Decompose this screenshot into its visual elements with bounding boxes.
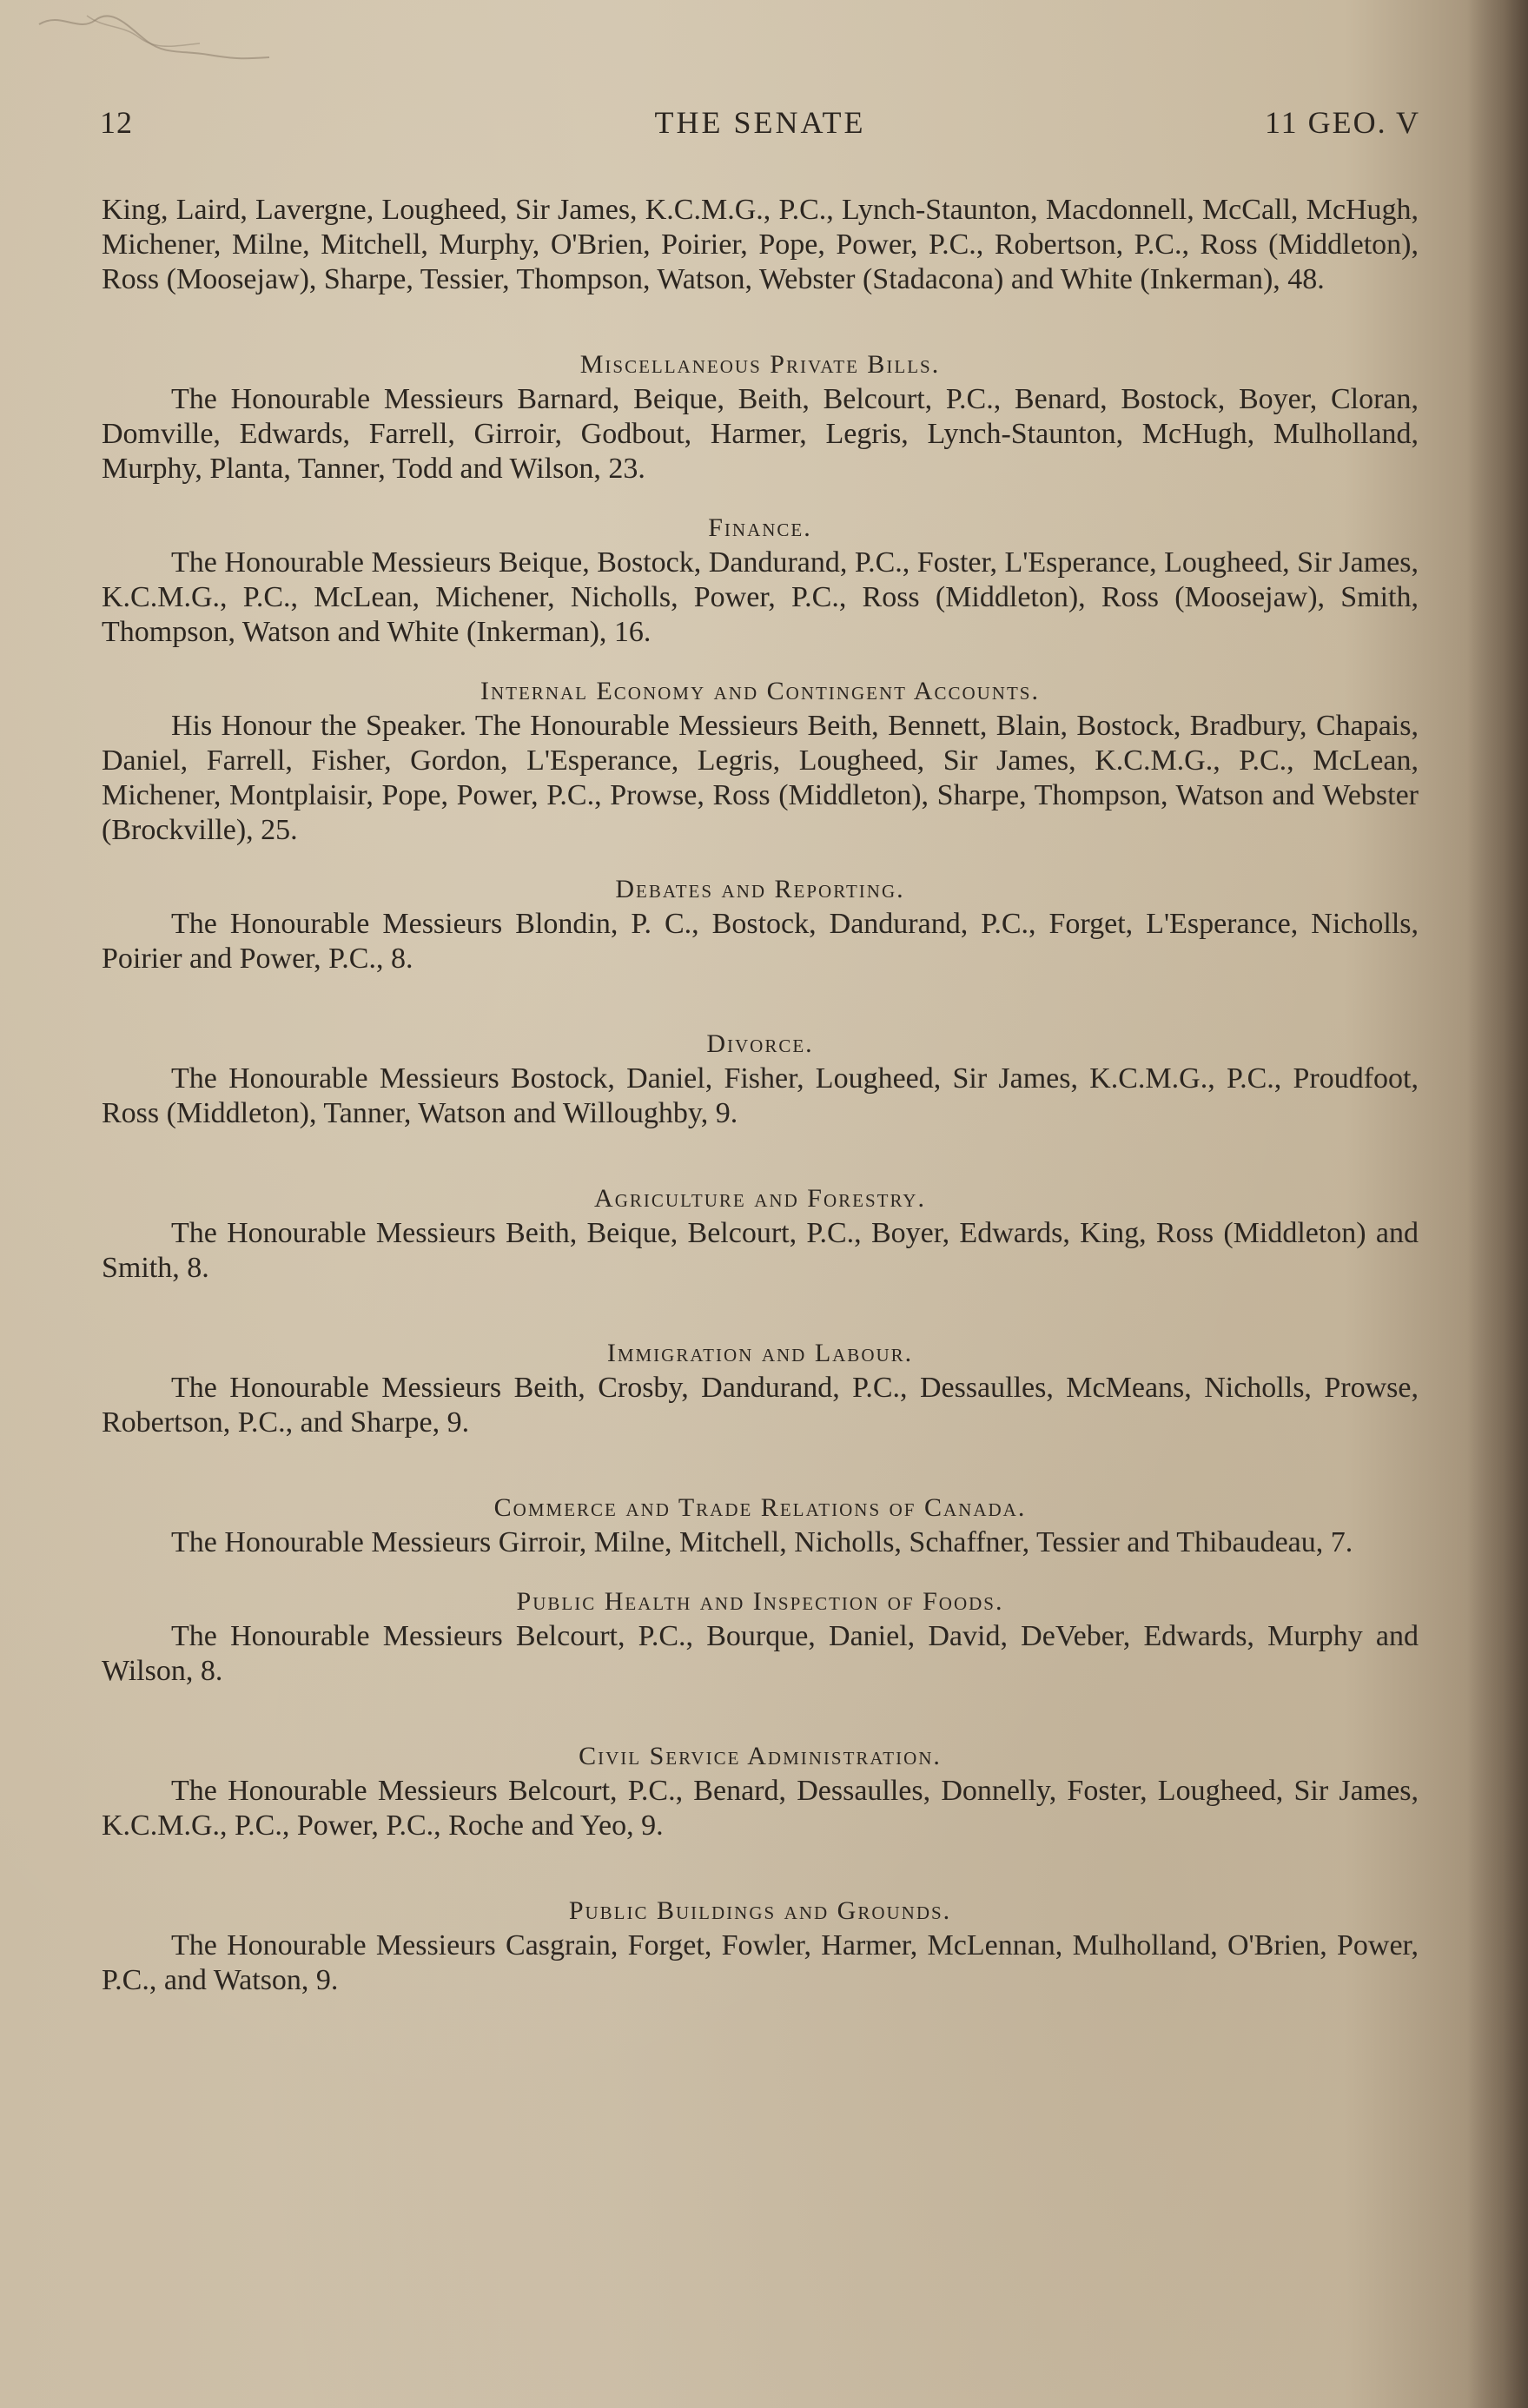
committee-section xyxy=(102,1739,1419,1843)
handwritten-scribble xyxy=(35,7,278,68)
committee-heading: Internal Economy and Contingent Accounts. xyxy=(480,677,1040,705)
committee-heading: Commerce and Trade Relations of Canada. xyxy=(493,1493,1027,1522)
committee-members: His Honour the Speaker. The Honourable Messieurs Beith, Bennett, Blain, Bostock, Bradbury, Chapais, Daniel, Farrell, Fisher, Gordon, L'Esperance, Legris, Lougheed, Sir James, K.C.M.G., P.C., McLean, Michener, Montplaisir, Pope, Power, P.C., Prowse, Ross (Middleton), Sharpe, Thompson, Watson and Webster (Brockville), 25. xyxy=(102,710,1419,846)
committee-section xyxy=(102,872,1419,976)
committee-heading: Divorce. xyxy=(706,1029,814,1058)
committee-heading: Civil Service Administration. xyxy=(579,1742,942,1770)
continued-member-list xyxy=(102,193,1419,297)
committee-members: The Honourable Messieurs Beith, Beique, Belcourt, P.C., Boyer, Edwards, King, Ross (Middleton) and Smith, 8. xyxy=(102,1217,1419,1284)
committee-section xyxy=(102,1336,1419,1440)
running-header xyxy=(100,104,1420,148)
committee-list xyxy=(102,193,1419,1998)
page-number: 12 xyxy=(100,105,133,140)
running-title: THE SENATE xyxy=(654,105,866,140)
committee-members: The Honourable Messieurs Bostock, Daniel, Fisher, Lougheed, Sir James, K.C.M.G., P.C., Proudfoot, Ross (Middleton), Tanner, Watson and Willoughby, 9. xyxy=(102,1062,1419,1129)
committee-section xyxy=(102,1894,1419,1998)
committee-members: The Honourable Messieurs Blondin, P. C., Bostock, Dandurand, P.C., Forget, L'Esperance, Nicholls, Poirier and Power, P.C., 8. xyxy=(102,908,1419,975)
committee-heading: Agriculture and Forestry. xyxy=(594,1184,926,1213)
page-edge-shadow xyxy=(1467,0,1528,2408)
session-label: 11 GEO. V xyxy=(1265,105,1420,140)
committee-members: The Honourable Messieurs Girroir, Milne, Mitchell, Nicholls, Schaffner, Tessier and Thibaudeau, 7. xyxy=(171,1526,1353,1558)
committee-heading: Public Health and Inspection of Foods. xyxy=(516,1587,1004,1616)
committee-members: The Honourable Messieurs Barnard, Beique, Beith, Belcourt, P.C., Benard, Bostock, Boyer, Cloran, Domville, Edwards, Farrell, Girroir, Godbout, Harmer, Legris, Lynch-Staunton, McHugh, Mulholland, Murphy, Planta, Tanner, Todd and Wilson, 23. xyxy=(102,383,1419,485)
committee-section xyxy=(102,674,1419,848)
committee-section xyxy=(102,1491,1419,1560)
committee-heading: Debates and Reporting. xyxy=(615,875,905,903)
member-list-text: King, Laird, Lavergne, Lougheed, Sir James, K.C.M.G., P.C., Lynch-Staunton, Macdonnell, McCall, McHugh, Michener, Milne, Mitchell, Murphy, O'Brien, Poirier, Pope, Power, P.C., Robertson, P.C., Ross (Middleton), Ross (Moosejaw), Sharpe, Tessier, Thompson, Watson, Webster (Stadacona) and White (Inkerman), 48. xyxy=(102,194,1419,295)
committee-section xyxy=(102,1181,1419,1286)
committee-members: The Honourable Messieurs Belcourt, P.C., Bourque, Daniel, David, DeVeber, Edwards, Murphy and Wilson, 8. xyxy=(102,1620,1419,1687)
committee-section xyxy=(102,1584,1419,1689)
committee-heading: Miscellaneous Private Bills. xyxy=(579,350,941,379)
committee-section xyxy=(102,511,1419,650)
committee-section xyxy=(102,1027,1419,1131)
committee-heading: Immigration and Labour. xyxy=(606,1339,914,1367)
committee-members: The Honourable Messieurs Beith, Crosby, Dandurand, P.C., Dessaulles, McMeans, Nicholls, Prowse, Robertson, P.C., and Sharpe, 9. xyxy=(102,1372,1419,1439)
committee-members: The Honourable Messieurs Beique, Bostock, Dandurand, P.C., Foster, L'Esperance, Lougheed, Sir James, K.C.M.G., P.C., McLean, Michener, Nicholls, Power, P.C., Ross (Middleton), Ross (Moosejaw), Smith, Thompson, Watson and White (Inkerman), 16. xyxy=(102,546,1419,648)
committee-members: The Honourable Messieurs Belcourt, P.C., Benard, Dessaulles, Donnelly, Foster, Lougheed, Sir James, K.C.M.G., P.C., Power, P.C., Roche and Yeo, 9. xyxy=(102,1775,1419,1842)
committee-members: The Honourable Messieurs Casgrain, Forget, Fowler, Harmer, McLennan, Mulholland, O'Brien, Power, P.C., and Watson, 9. xyxy=(102,1929,1419,1996)
committee-section xyxy=(102,347,1419,486)
committee-heading: Public Buildings and Grounds. xyxy=(568,1896,952,1925)
committee-heading: Finance. xyxy=(708,513,812,542)
